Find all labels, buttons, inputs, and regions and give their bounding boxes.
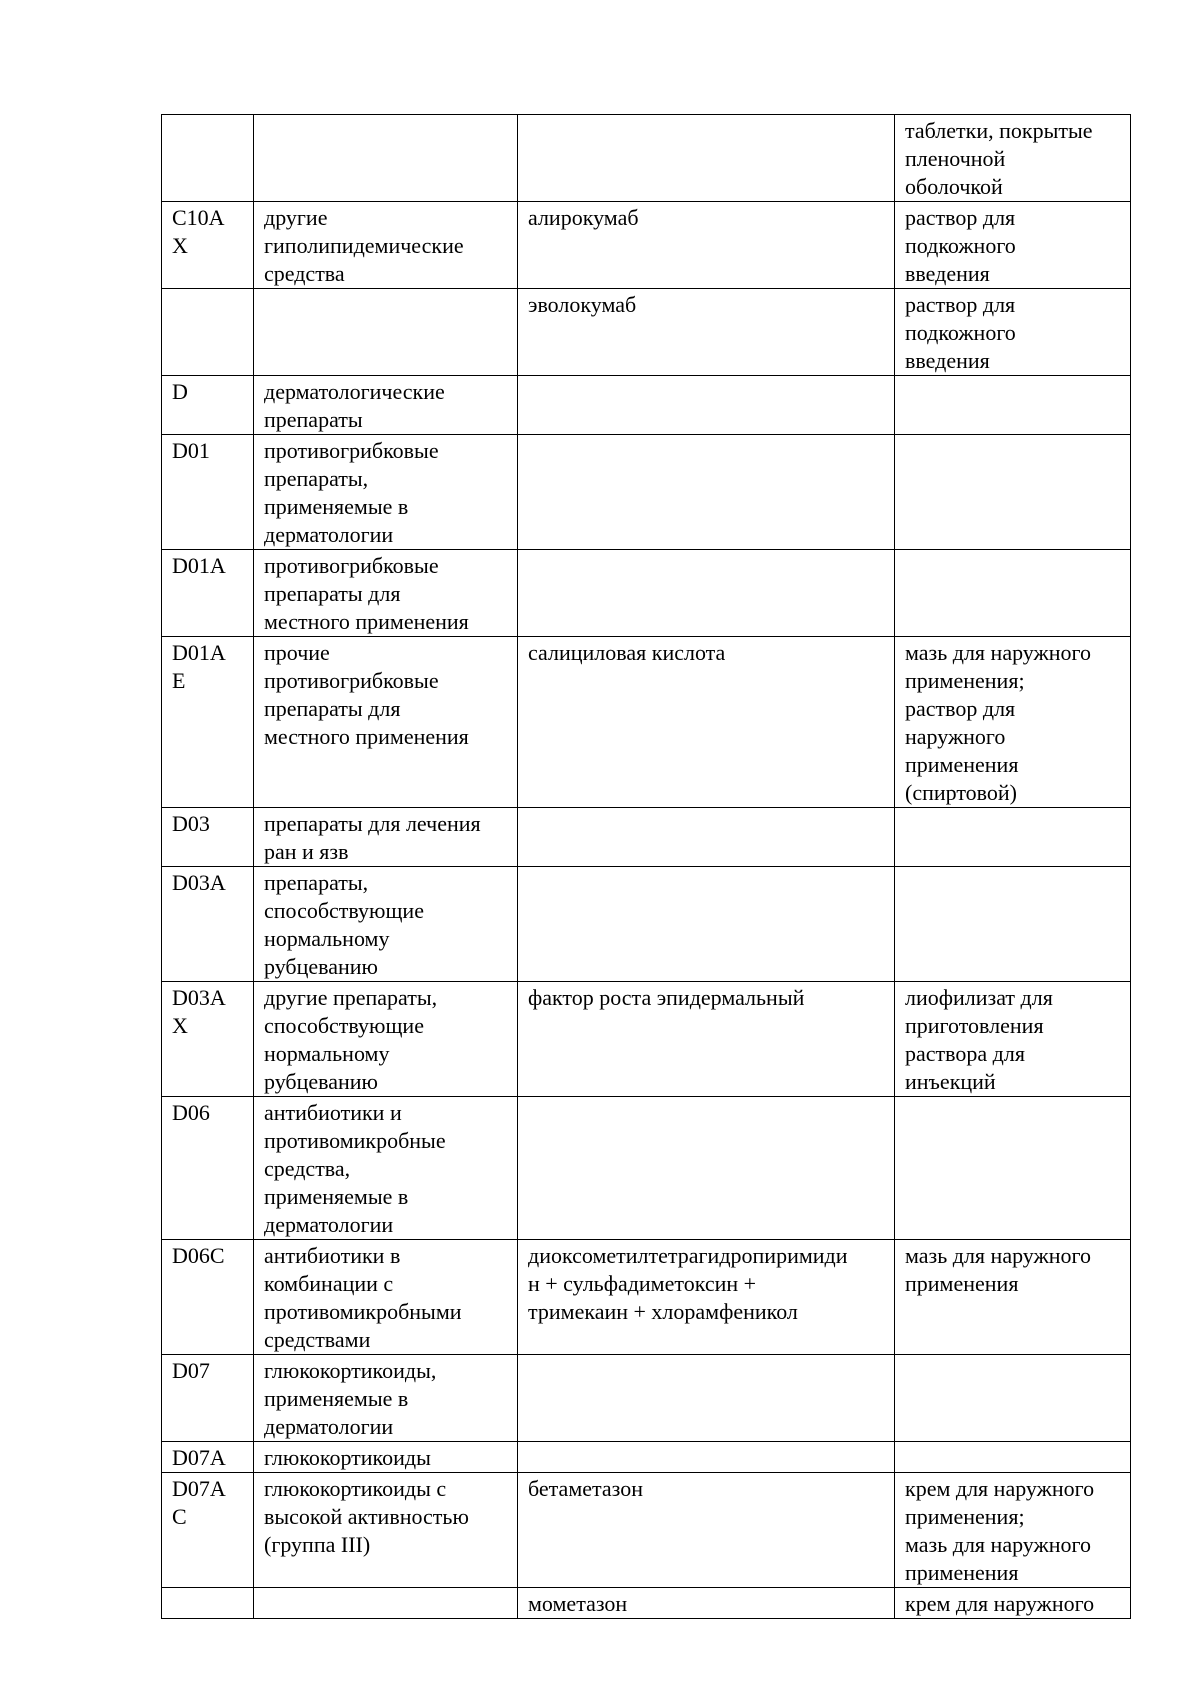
cell-text-line: D01A [172,640,226,665]
cell-text-line: D03A [172,870,226,895]
cell-text-line: глюкокортикоиды, [264,1358,437,1383]
table-row [162,982,1131,1097]
cell-text-line: нормальному [264,1041,390,1066]
dosage-form-cell [895,1097,1131,1240]
anatomical-therapeutic-group-cell [254,1240,518,1355]
cell-text-line: наружного [905,724,1006,749]
cell-text-line: дерматологии [264,1414,394,1439]
table-row [162,1473,1131,1588]
substance-name-cell [518,550,895,637]
cell-text-line: противомикробные [264,1128,446,1153]
cell-text-line: мазь для наружного [905,640,1091,665]
anatomical-therapeutic-group-cell [254,867,518,982]
cell-text-line: D07A [172,1445,226,1470]
cell-text-line: средства [264,261,345,286]
dosage-form-cell [895,1473,1131,1588]
dosage-form-cell [895,202,1131,289]
cell-text-line: подкожного [905,320,1016,345]
cell-text-line: бетаметазон [528,1476,643,1501]
dosage-form-cell [895,867,1131,982]
atc-code-cell [162,1588,254,1619]
atc-code-cell [162,115,254,202]
cell-text-line: рубцеванию [264,1069,378,1094]
cell-text-line: антибиотики в [264,1243,401,1268]
anatomical-therapeutic-group-cell [254,1473,518,1588]
dosage-form-cell [895,1240,1131,1355]
atc-code-cell [162,1442,254,1473]
substance-name-cell [518,435,895,550]
cell-text-line: крем для наружного [905,1591,1095,1616]
cell-text-line: эволокумаб [528,292,637,317]
cell-text-line: раствора для [905,1041,1025,1066]
cell-text-line: приготовления [905,1013,1044,1038]
substance-name-cell [518,867,895,982]
atc-code-cell [162,637,254,808]
substance-name-cell [518,1097,895,1240]
cell-text-line: глюкокортикоиды [264,1445,431,1470]
cell-text-line: D06C [172,1243,225,1268]
anatomical-therapeutic-group-cell [254,202,518,289]
substance-name-cell [518,1240,895,1355]
cell-text-line: мазь для наружного [905,1243,1091,1268]
dosage-form-cell [895,376,1131,435]
cell-text-line: D07 [172,1358,210,1383]
cell-text-line: D06 [172,1100,210,1125]
substance-name-cell [518,289,895,376]
substance-name-cell [518,1442,895,1473]
cell-text-line: способствующие [264,1013,424,1038]
substance-name-cell [518,115,895,202]
cell-text-line: ран и язв [264,839,349,864]
cell-text-line: средствами [264,1327,371,1352]
dosage-form-cell [895,1588,1131,1619]
cell-text-line: мометазон [528,1591,628,1616]
cell-text-line: D01A [172,553,226,578]
table-row [162,1355,1131,1442]
substance-name-cell [518,202,895,289]
atc-code-cell [162,202,254,289]
cell-text-line: противогрибковые [264,438,439,463]
cell-text-line: применения; [905,668,1025,693]
cell-text-line: рубцеванию [264,954,378,979]
anatomical-therapeutic-group-cell [254,1355,518,1442]
dosage-form-cell [895,550,1131,637]
cell-text-line: препараты [264,407,363,432]
atc-code-cell [162,982,254,1097]
cell-text-line: препараты для [264,696,401,721]
dosage-form-cell [895,808,1131,867]
atc-code-cell [162,289,254,376]
cell-text-line: препараты для [264,581,401,606]
anatomical-therapeutic-group-cell [254,376,518,435]
substance-name-cell [518,637,895,808]
cell-text-line: дерматологии [264,1212,394,1237]
table-row [162,637,1131,808]
cell-text-line: тримекаин + хлорамфеникол [528,1299,798,1324]
cell-text-line: высокой активностью [264,1504,469,1529]
dosage-form-cell [895,115,1131,202]
cell-text-line: C10A [172,205,225,230]
cell-text-line: дерматологии [264,522,394,547]
atc-code-cell [162,1097,254,1240]
atc-code-cell [162,867,254,982]
cell-text-line: применения [905,1560,1019,1585]
cell-text-line: другие [264,205,328,230]
table-row [162,808,1131,867]
cell-text-line: местного применения [264,724,469,749]
table-row [162,289,1131,376]
cell-text-line: введения [905,348,990,373]
cell-text-line: нормальному [264,926,390,951]
cell-text-line: применения [905,752,1019,777]
anatomical-therapeutic-group-cell [254,637,518,808]
cell-text-line: раствор для [905,205,1016,230]
table-row [162,867,1131,982]
cell-text-line: применяемые в [264,1184,409,1209]
anatomical-therapeutic-group-cell [254,808,518,867]
cell-text-line: C [172,1504,187,1529]
cell-text-line: E [172,668,186,693]
anatomical-therapeutic-group-cell [254,289,518,376]
substance-name-cell [518,1355,895,1442]
cell-text-line: X [172,1013,188,1038]
dosage-form-cell [895,1442,1131,1473]
atc-code-cell [162,550,254,637]
cell-text-line: D01 [172,438,210,463]
cell-text-line: антибиотики и [264,1100,402,1125]
substance-name-cell [518,376,895,435]
dosage-form-cell [895,435,1131,550]
dosage-form-cell [895,289,1131,376]
cell-text-line: подкожного [905,233,1016,258]
cell-text-line: противогрибковые [264,668,439,693]
cell-text-line: прочие [264,640,330,665]
anatomical-therapeutic-group-cell [254,1097,518,1240]
cell-text-line: фактор роста эпидермальный [528,985,805,1010]
table-row [162,1588,1131,1619]
cell-text-line: мазь для наружного [905,1532,1091,1557]
table-row [162,435,1131,550]
anatomical-therapeutic-group-cell [254,1442,518,1473]
cell-text-line: салициловая кислота [528,640,726,665]
cell-text-line: пленочной [905,146,1006,171]
table-row [162,1097,1131,1240]
cell-text-line: лиофилизат для [905,985,1053,1010]
cell-text-line: н + сульфадиметоксин + [528,1271,757,1296]
cell-text-line: препараты, [264,870,369,895]
cell-text-line: таблетки, покрытые [905,118,1093,143]
substance-name-cell [518,808,895,867]
cell-text-line: гиполипидемические [264,233,464,258]
cell-text-line: применяемые в [264,1386,409,1411]
cell-text-line: X [172,233,188,258]
cell-text-line: препараты, [264,466,369,491]
table-row [162,115,1131,202]
table-row [162,1240,1131,1355]
substance-name-cell [518,1588,895,1619]
table-row [162,550,1131,637]
cell-text-line: препараты для лечения [264,811,481,836]
substance-name-cell [518,982,895,1097]
cell-text-line: раствор для [905,292,1016,317]
cell-text-line: D03 [172,811,210,836]
anatomical-therapeutic-group-cell [254,115,518,202]
dosage-form-cell [895,1355,1131,1442]
cell-text-line: другие препараты, [264,985,438,1010]
cell-text-line: способствующие [264,898,424,923]
cell-text-line: местного применения [264,609,469,634]
cell-text-line: инъекций [905,1069,996,1094]
cell-text-line: противомикробными [264,1299,462,1324]
cell-text-line: применения; [905,1504,1025,1529]
cell-text-line: применяемые в [264,494,409,519]
cell-text-line: (группа III) [264,1532,371,1557]
cell-text-line: введения [905,261,990,286]
cell-text-line: D [172,379,188,404]
atc-code-cell [162,1473,254,1588]
cell-text-line: крем для наружного [905,1476,1095,1501]
cell-text-line: дерматологические [264,379,445,404]
cell-text-line: D03A [172,985,226,1010]
cell-text-line: средства, [264,1156,351,1181]
cell-text-line: диоксометилтетрагидропиримиди [528,1243,848,1268]
cell-text-line: раствор для [905,696,1016,721]
cell-text-line: D07A [172,1476,226,1501]
atc-code-cell [162,1355,254,1442]
table-row [162,202,1131,289]
cell-text-line: противогрибковые [264,553,439,578]
dosage-form-cell [895,982,1131,1097]
cell-text-line: (спиртовой) [905,780,1018,805]
atc-code-cell [162,808,254,867]
cell-text-line: глюкокортикоиды с [264,1476,447,1501]
anatomical-therapeutic-group-cell [254,550,518,637]
anatomical-therapeutic-group-cell [254,435,518,550]
medications-table [161,114,1131,1619]
atc-code-cell [162,376,254,435]
table-row [162,1442,1131,1473]
cell-text-line: алирокумаб [528,205,639,230]
anatomical-therapeutic-group-cell [254,982,518,1097]
table-row [162,376,1131,435]
cell-text-line: применения [905,1271,1019,1296]
dosage-form-cell [895,637,1131,808]
cell-text-line: оболочкой [905,174,1003,199]
atc-code-cell [162,435,254,550]
document-page [161,114,1130,1619]
table-body [162,115,1131,1619]
anatomical-therapeutic-group-cell [254,1588,518,1619]
atc-code-cell [162,1240,254,1355]
cell-text-line: комбинации с [264,1271,394,1296]
substance-name-cell [518,1473,895,1588]
